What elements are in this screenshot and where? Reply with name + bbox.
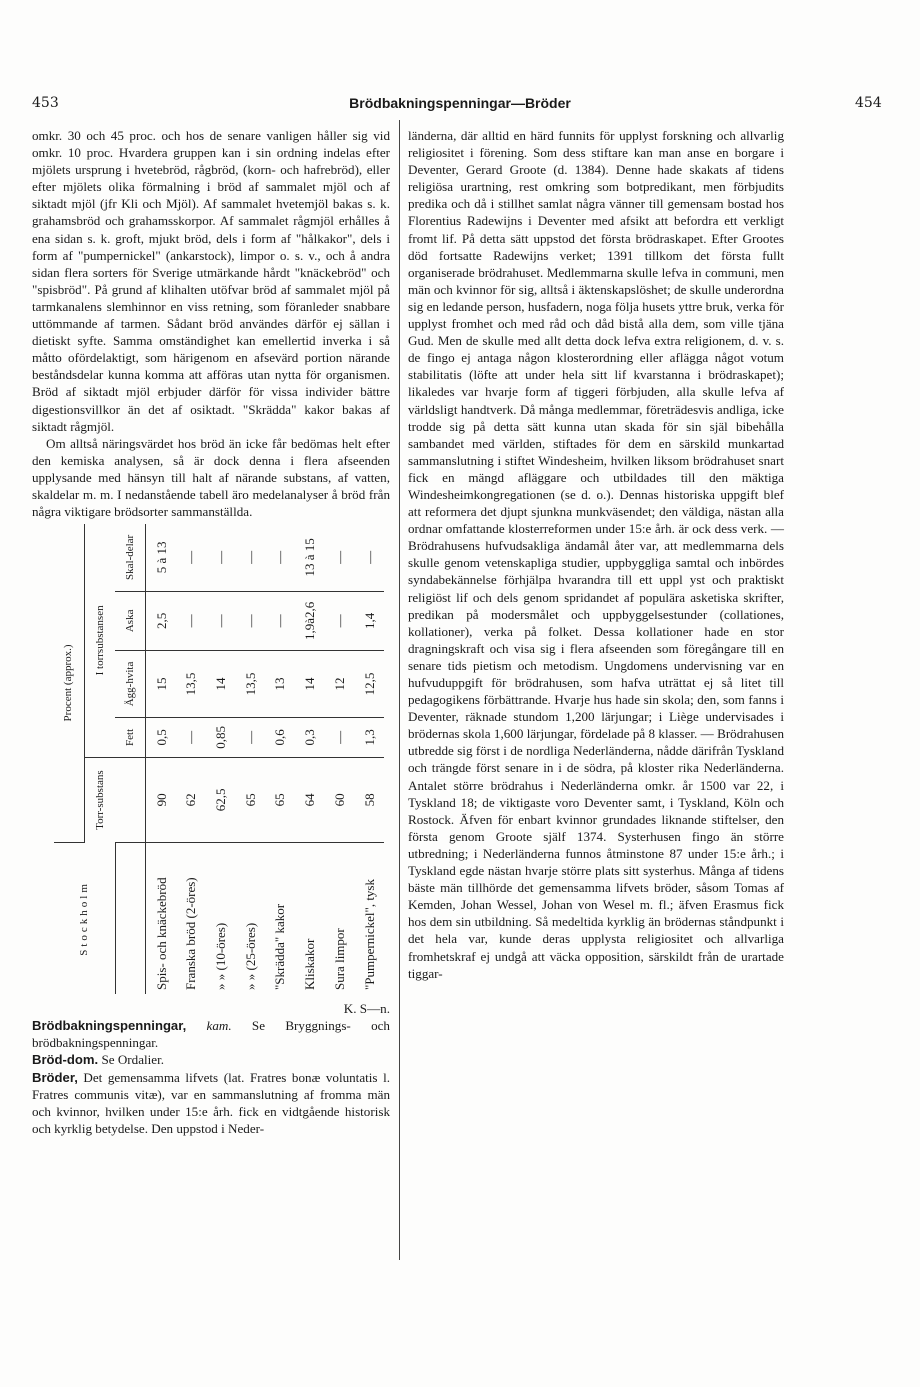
col-header: Aska xyxy=(115,591,146,650)
table-row: Spis- och knäckebröd 90 0,5 15 2,5 5 à 13 xyxy=(146,524,177,994)
entry-term: Bröd-dom. xyxy=(32,1052,99,1068)
entry-text: Det gemensamma lifvets (lat. Fratres bonæ voluntatis l. Fratres communis vitæ), var en sammanslutning af fromma män och kvinnor, hvilken under 15:e årh. fick en vidtgående historisk och kyrklig betydelse. Den uppstod i Neder- xyxy=(32,1069,390,1136)
table-row: "Pumpernickel", tysk 58 1,3 12,5 1,4 — xyxy=(354,524,384,994)
analysis-table-wrapper xyxy=(54,524,384,994)
entry-text: Se Bryggnings- och brödbakningspenningar. xyxy=(32,1018,390,1051)
table-title: Procent (approx.) xyxy=(54,524,85,842)
entry-term: Brödbakningspenningar, xyxy=(32,1018,187,1034)
author-signature: K. S—n. xyxy=(343,1001,390,1017)
running-head: Brödbakningspenningar—Bröder xyxy=(349,95,571,111)
table-row: Franska bröd (2-öres) 62 — 13,5 — — xyxy=(176,524,206,994)
entry-abbr: kam. xyxy=(206,1018,232,1034)
page-number-right: 454 xyxy=(855,95,882,111)
city-header: Stockholm xyxy=(54,843,115,995)
page-number-left: 453 xyxy=(32,95,59,111)
right-column xyxy=(408,127,784,982)
table-row: » » (25-öres) 65 — 13,5 — — xyxy=(236,524,266,994)
col-header: Torr-substans xyxy=(93,770,106,830)
paragraph: länderna, där alltid en härd funnits för upplyst forskning och allvarlig religiositet i förening. Som dess stiftare kan man anse en borgare i Deventer, Gerard Groote (d. 1384). Denne hade skakats af tidens religiösa urartning, rest omkring som botpredikant, men förbjudits predika och då i stillhet samlat några vänner till gemensam bostad hos Florentius Radewijns i Deventer med afsikt att befordra ett verkligt fromt lif. På detta sätt uppstod det första brödraskapet. Efter Grootes död fortsatte Radewijns verket; 1391 tillkom det första fullt organiserade brödrahuset. Medlemmarna skulle lefva in communi, men män och kvinnor för sig, alltså i äktenskapslöshet; de skulle underordna sig en ledande person, husfadern, noga följa husets yttre bruk, verka för upplyst fromhet och med råd och dåd bistå alla dem, som ville tjäna Gud. Men de skulle med allt detta dock lefva extra religionem, d. v. s. de fingo ej antaga någon klosterordning eller aflägga något votum stabilitatis (löfte att under hela sitt lif kvarstanna i brödraskapet); likaledes var hvarje form af tiggeri förbjuden, alla skulle lefva af världsligt handtverk. Då många medlemmar, företrädesvis andliga, icke trodde sig på detta sätt kunna utan skada för sin själ bibehålla sambandet med världen, stiftades för dem en särskild munkartad sammanslutning i stiftet Windesheim, hvilken liksom brödrahuset snart fick en mängd afläggare och utbildades till den mäktiga Windesheimkongregationen (se d. o.). Dennas historiska uppgift blef att reformera det djupt sjunkna munkväsendet; den väldiga, nästan alla ordnar omfattande klosterreformen under 15:e årh. är ock dess verk. — Brödrahusens hufvudsakliga ändamål åter var, att medlemmarna dels skulle genom vetenskapliga studier, uppbyggliga samtal och inbördes syndabekännelse förhjälpa hvarandra till ett uppl yst och praktiskt religiöst lif och dels genom spridandet af populära asketiska skrifter, predikan på modersmålet och uppbyggelsestunder (collationes, kollationer), verka på folket. Dessa kollationer hade en stor dragningskraft och visa sig i flera afseenden som föregångare till en senare tids pietism och metodism. Ungdomens undervisning var en hufvuduppgift för brödrahusen, som hafva uträttat ej så litet till pedagogikens förbättrande. Hvarje hus hade sin skola; den, som fanns i Deventer, räknade stundom 1,200 lärjungar; i Liège undervisades i brödernas skola 1,600 lärjungar, fördelade på 8 klasser. — Brödrahusen utbredde sig först i de nordliga Nederländerna, nådde därifrån Tyskland och trängde först senare in i de södra, på kloster rika Nederländerna. Antalet större brödrahus i Nederländerna omkr. år 1500 var 22, i Tyskland 18; de viktigaste voro Deventer samt, i Tyskland, Köln och Rostock. Äfven för enbart kvinnor grundades liknande stiftelser, den första genom Groote själf 1374. Systerhusen fingo än större utbredning; i Nederländerna funnos åtminstone 87 under 15:e årh.; i Tyskland egde nästan hvarje större plats sitt systerhus. Många af tidens bäste män tillhörde det gemensamma lifvets bröder, såsom Tomas af Kemden, Johan Wessel, Johan von Wesel m. fl.; äfven Erasmus fick hos dem sin utbildning. Så medeltida kyrklig än brödernas ståndpunkt i det hela var, kunde deras upplysta religiositet och allvarliga fromhetskraf ej undgå att väcka opposition, särskildt från de urartade tiggar- xyxy=(408,128,784,981)
dictionary-entry xyxy=(32,1017,390,1051)
column-divider xyxy=(399,120,400,1260)
col-header: Skal-delar xyxy=(115,524,146,591)
col-header: Fett xyxy=(115,718,146,758)
left-column xyxy=(32,127,390,1137)
analysis-table xyxy=(54,524,384,994)
entry-text: Se Ordalier. xyxy=(101,1052,165,1068)
col-header: Ägg-hvita xyxy=(115,651,146,718)
dictionary-entry xyxy=(32,1051,390,1068)
table-row: » » (10-öres) 62,5 0,85 14 — — xyxy=(206,524,236,994)
table-row: "Skrädda" kakor 65 0,6 13 — — xyxy=(265,524,295,994)
paragraph: omkr. 30 och 45 proc. och hos de senare vanligen håller sig vid omkr. 10 proc. Hvardera gruppen kan i sin ordning indelas efter mjölets ursprung i hvetebröd, rågbröd, (korn- och hafrebröd), eller efter mjölets olika förmalning i bröd af sammalet mjöl och af siktadt mjöl (jfr Kli och Mjöl). Af sammalet hvetemjöl bakas s. k. grahamsbröd och grahamsskorpor. Af sammalet rågmjöl erhålles å ena sidan s. k. groft, mjukt bröd, dels i form af "hålkakor", dels i form af "pumpernickel" (ankarstock), limpor o. s. v., och å andra sidan flera sorters för Sverige utmärkande hårdt "knäckebröd" och "spisbröd". På grund af klihalten utöfvar bröd af sammalet mjöl på tarmkanalens slemhinnor en viss retning, som föranleder snabbare uttömmande af tarmen. Sådant bröd användes därför ej sällan i dietiskt syfte. Samma omständighet kan emellertid inverka i så måtto ofördelaktigt, som härigenom en afsevärd portion närande beståndsdelar kunna komma att afföras utan nytta för organismen. Bröd af siktadt mjöl erbjuder därför för vissa individer bättre digestionsvillkor än det af osiktadt. "Skrädda" kakor bakas af siktadt rågmjöl. xyxy=(32,128,390,434)
table-row: Kliskakor 64 0,3 14 1,9à2,6 13 à 15 xyxy=(295,524,325,994)
group-header: I torrsubstansen xyxy=(85,524,116,757)
col-header xyxy=(115,757,146,842)
table-row: Sura limpor 60 — 12 — — xyxy=(325,524,355,994)
paragraph: Om alltså näringsvärdet hos bröd än icke får bedömas helt efter den kemiska analysen, så är dock denna i flera afseenden upplysande med hänsyn till halt af närande substans, af vatten, skaldelar m. m. I nedanstående tabell äro medelanalyser å bröd från några viktigare brödsorter sammanställda. xyxy=(32,435,390,520)
dictionary-entry xyxy=(32,1069,390,1137)
entry-term: Bröder, xyxy=(32,1069,78,1085)
